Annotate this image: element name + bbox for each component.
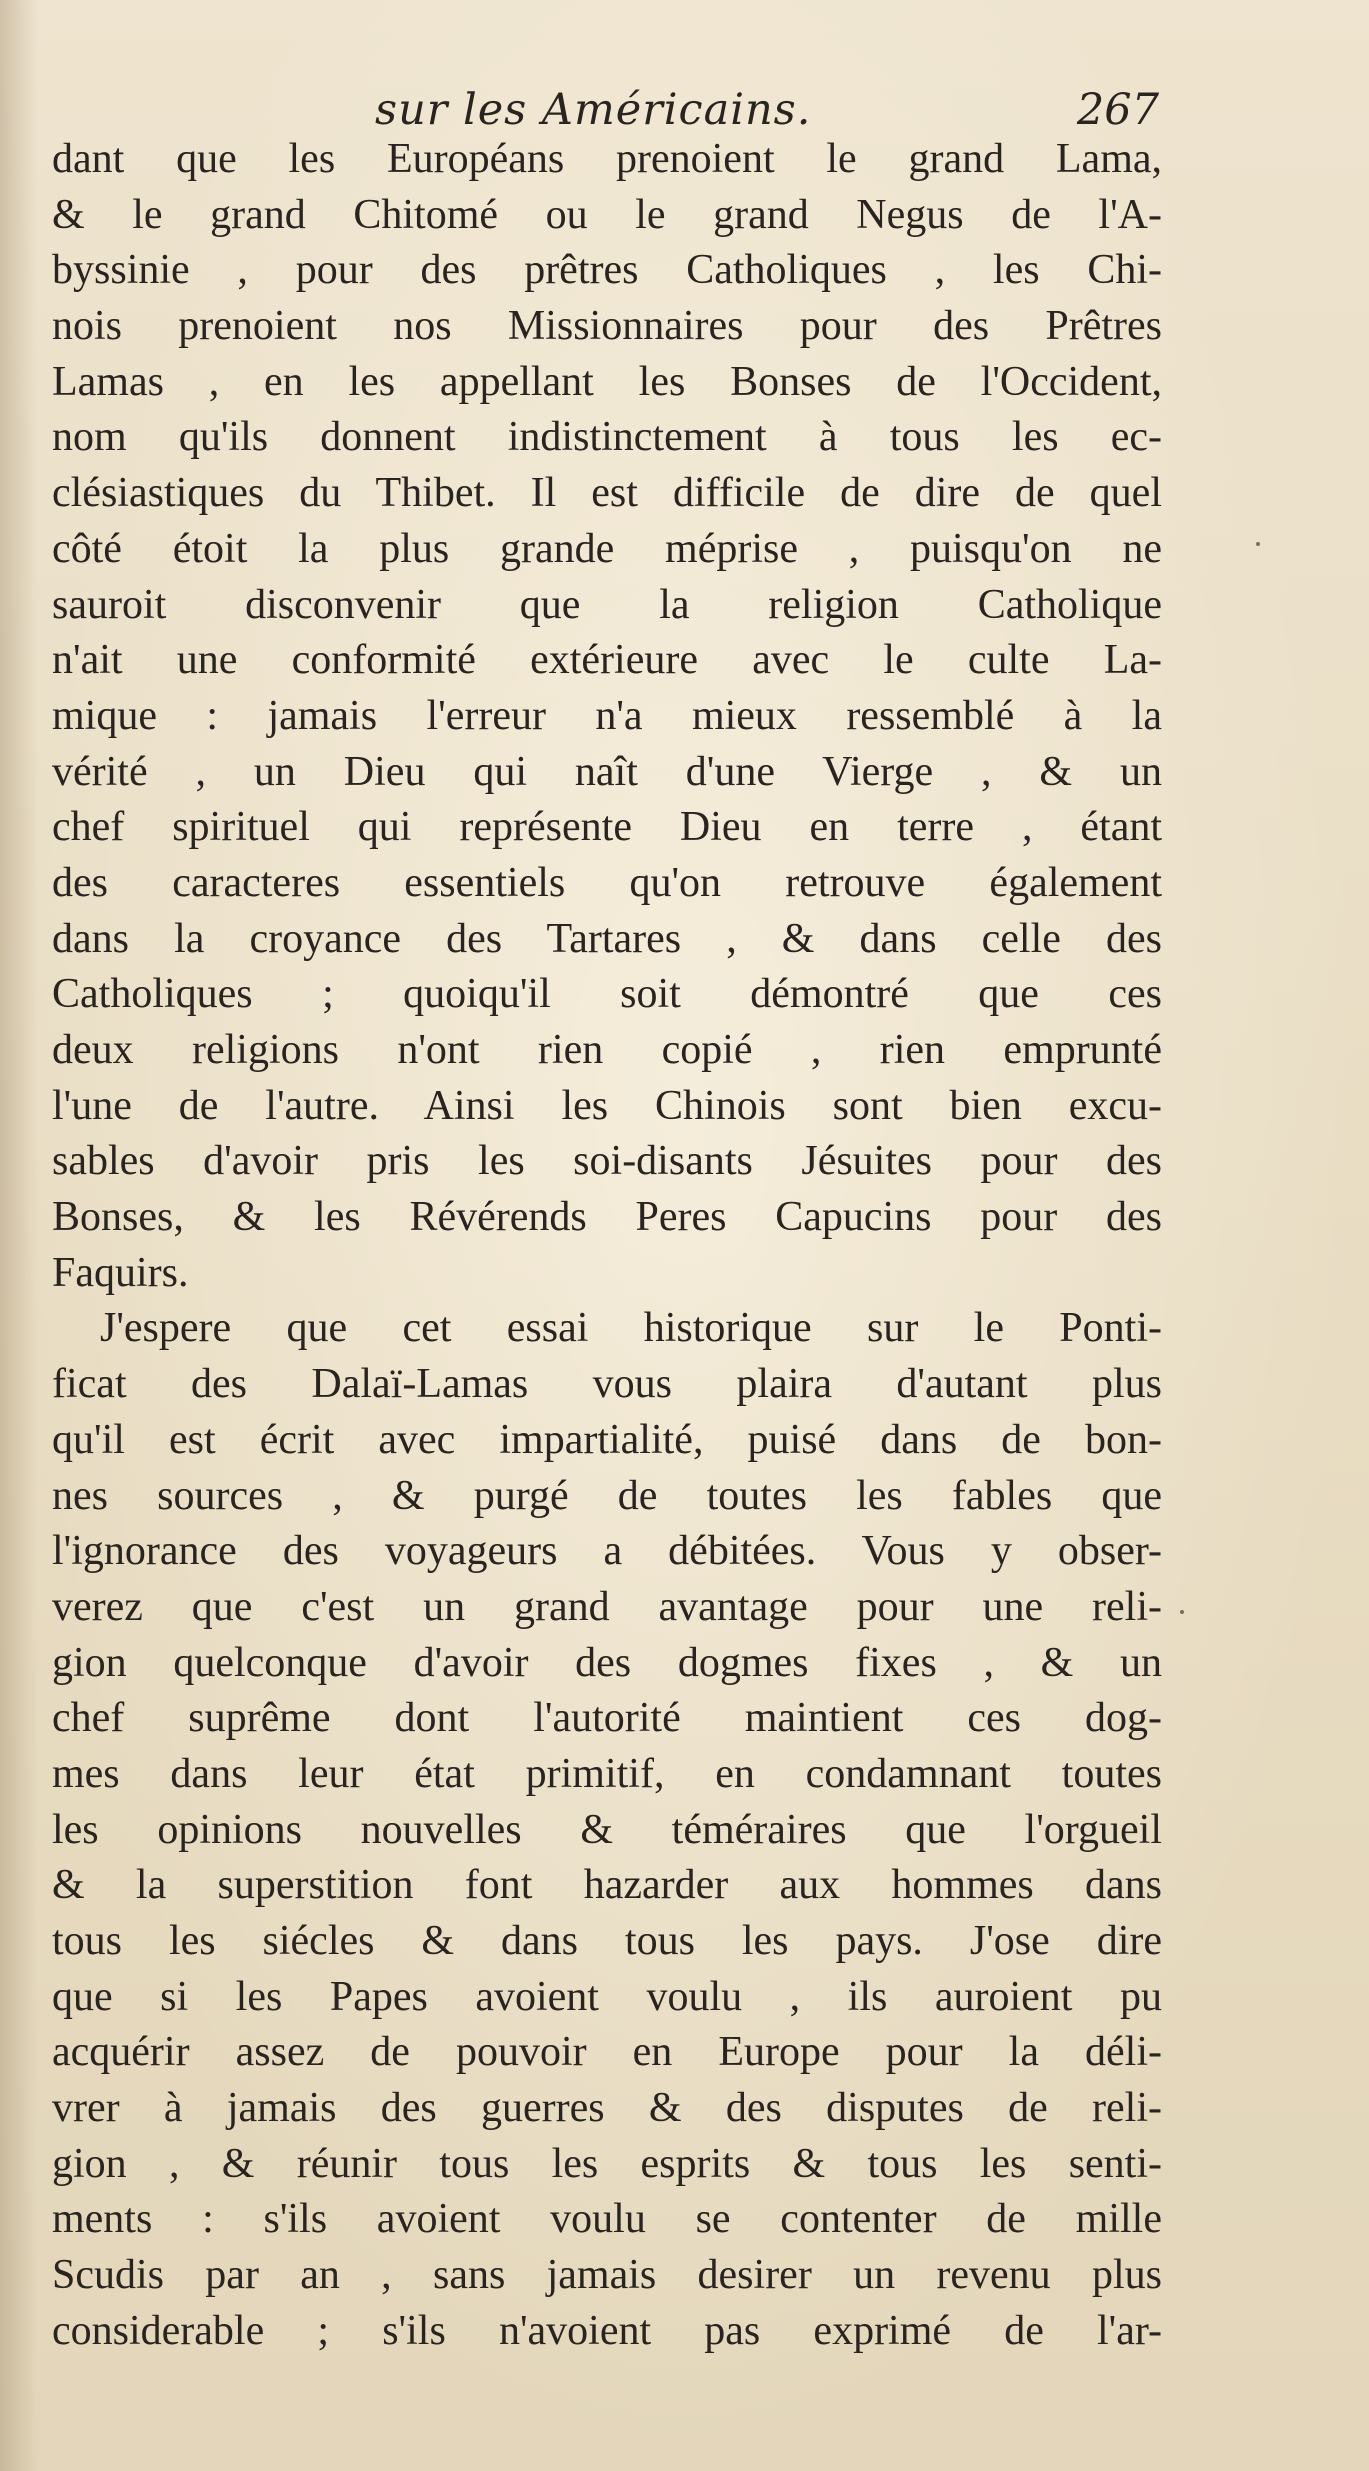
text-line: dans la croyance des Tartares , & dans celle des — [52, 915, 1162, 962]
text-line: nes sources , & purgé de toutes les fables que — [52, 1472, 1162, 1519]
text-line: Faquirs. — [52, 1249, 189, 1296]
text-line: que si les Papes avoient voulu , ils auroient pu — [52, 1973, 1162, 2020]
text-line: deux religions n'ont rien copié , rien emprunté — [52, 1027, 1162, 1073]
text-line: des caracteres essentiels qu'on retrouve également — [52, 859, 1162, 906]
text-line: mique : jamais l'erreur n'a mieux ressemblé à la — [52, 692, 1162, 739]
running-head: sur les Américains. — [375, 85, 812, 135]
paragraph-start-line: J'espere que cet essai historique sur le Ponti- — [100, 1305, 1162, 1352]
text-line: l'ignorance des voyageurs a débitées. Vous y obser- — [52, 1528, 1162, 1575]
page-number: 267 — [1076, 85, 1159, 135]
text-line: vrer à jamais des guerres & des disputes de reli- — [52, 2085, 1162, 2132]
text-line: les opinions nouvelles & téméraires que l'orgueil — [52, 1806, 1162, 1853]
text-line: chef suprême dont l'autorité maintient ces dog- — [52, 1695, 1162, 1742]
text-line: mes dans leur état primitif, en condamnant toutes — [52, 1750, 1162, 1797]
text-line: n'ait une conformité extérieure avec le culte La- — [52, 637, 1162, 684]
text-line: vérité , un Dieu qui naît d'une Vierge , & un — [52, 748, 1162, 795]
text-line: nois prenoient nos Missionnaires pour des Prêtres — [52, 303, 1162, 350]
text-line: considerable ; s'ils n'avoient pas exprimé de l'ar- — [52, 2307, 1162, 2354]
text-line: verez que c'est un grand avantage pour une reli- — [52, 1583, 1162, 1630]
spine-shadow — [0, 0, 38, 2471]
text-line: Scudis par an , sans jamais desirer un revenu plus — [52, 2252, 1162, 2299]
text-line: sables d'avoir pris les soi-disants Jésuites pour des — [52, 1138, 1162, 1185]
text-line: gion quelconque d'avoir des dogmes fixes , & un — [52, 1639, 1162, 1686]
text-line: Catholiques ; quoiqu'il soit démontré que ces — [52, 971, 1162, 1018]
text-line: ments : s'ils avoient voulu se contenter de mille — [52, 2196, 1162, 2243]
text-line: Bonses, & les Révérends Peres Capucins pour des — [52, 1194, 1162, 1241]
text-line: l'une de l'autre. Ainsi les Chinois sont bien excu- — [52, 1082, 1162, 1129]
text-line: & le grand Chitomé ou le grand Negus de l'A- — [52, 191, 1162, 238]
text-line: Lamas , en les appellant les Bonses de l'Occident, — [52, 358, 1162, 405]
text-line: nom qu'ils donnent indistinctement à tous les ec- — [52, 414, 1162, 461]
text-line: acquérir assez de pouvoir en Europe pour la déli- — [52, 2029, 1162, 2076]
body-text — [52, 132, 1162, 2360]
text-line: clésiastiques du Thibet. Il est difficile de dire de quel — [52, 470, 1162, 517]
text-line: tous les siécles & dans tous les pays. J'ose dire — [52, 1918, 1162, 1964]
text-line: & la superstition font hazarder aux hommes dans — [52, 1862, 1162, 1909]
text-line: qu'il est écrit avec impartialité, puisé dans de bon- — [52, 1416, 1162, 1463]
text-line: chef spirituel qui représente Dieu en terre , étant — [52, 804, 1162, 851]
paper-speck — [1256, 542, 1260, 546]
paper-speck — [1180, 1610, 1184, 1614]
text-line: byssinie , pour des prêtres Catholiques , les Chi- — [52, 247, 1162, 294]
text-line: sauroit disconvenir que la religion Catholique — [52, 581, 1162, 628]
text-line: dant que les Européans prenoient le grand Lama, — [52, 136, 1162, 182]
text-line: gion , & réunir tous les esprits & tous les senti- — [52, 2140, 1162, 2187]
text-line: ficat des Dalaï-Lamas vous plaira d'autant plus — [52, 1361, 1162, 1408]
text-line: côté étoit la plus grande méprise , puisqu'on ne — [52, 525, 1162, 572]
